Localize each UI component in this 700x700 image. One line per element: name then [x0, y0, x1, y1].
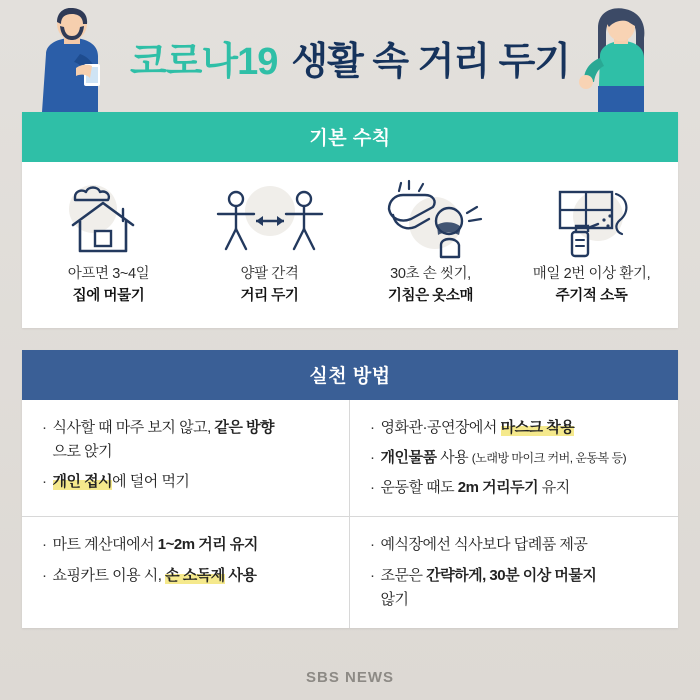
practice-row [22, 516, 678, 628]
list-item [370, 476, 662, 500]
basic-rule-line1: 양팔 간격 [240, 266, 299, 282]
practice-cell-bottom-left [22, 516, 350, 628]
practice-body [22, 400, 678, 629]
basic-rule-text [193, 264, 346, 308]
basic-rule-text [32, 264, 185, 308]
window-ventilation-spray-icon [515, 178, 668, 264]
footer-brand: SBS NEWS [305, 669, 394, 686]
illustration-woman [570, 8, 678, 117]
list-item-text: 마트 계산대에서 1~2m 거리 유지 [52, 536, 258, 554]
list-item [370, 533, 662, 557]
basic-rule-text [354, 264, 507, 308]
list-item-text: 개인물품 사용 (노래방 마이크 커버, 운동복 등) [380, 448, 627, 466]
basic-rule-line2: 기침은 옷소매 [387, 287, 474, 304]
house-with-cloud-icon [32, 178, 185, 264]
bullet-dot: · [370, 418, 375, 436]
practice-card [22, 350, 678, 629]
bullet-dot: · [370, 536, 375, 554]
basic-rules-grid [22, 162, 678, 328]
list-item [370, 564, 662, 613]
title-main: 생활 속 거리 두기 [291, 41, 571, 83]
list-item-text: 조문은 간략하게, 30분 이상 머물지 않기 [380, 566, 597, 608]
basic-rules-card [22, 112, 678, 328]
practice-cell-top-right [350, 400, 678, 517]
bullet-dot: · [42, 418, 47, 436]
bullet-dot: · [370, 566, 375, 584]
list-item [42, 416, 333, 465]
basic-rules-band: 기본 수칙 [22, 112, 678, 162]
bullet-dot: · [42, 473, 47, 491]
list-item-text: 운동할 때도 2m 거리두기 유지 [380, 479, 570, 497]
basic-rule-text [515, 264, 668, 308]
header [0, 0, 700, 112]
list-item-text: 영화관·공연장에서 마스크 착용 [380, 418, 575, 436]
practice-cell-top-left [22, 400, 350, 517]
basic-rule-item [350, 178, 511, 308]
list-item [42, 564, 333, 588]
basic-rule-item [511, 178, 672, 308]
practice-cell-bottom-right [350, 516, 678, 628]
practice-band: 실천 방법 [22, 350, 678, 400]
list-item [42, 470, 333, 494]
title-highlight: 코로나19 [129, 41, 278, 83]
basic-rule-item [189, 178, 350, 308]
basic-rule-line1: 매일 2번 이상 환기, [532, 266, 651, 282]
list-item [370, 446, 662, 470]
basic-rule-line1: 아프면 3~4일 [67, 266, 150, 282]
basic-rule-item [28, 178, 189, 308]
list-item [370, 416, 662, 440]
practice-row [22, 400, 678, 517]
list-item-text: 예식장에선 식사보다 답례품 제공 [380, 536, 588, 554]
hand-washing-and-cough-icon [354, 178, 507, 264]
list-item-text: 개인 접시에 덜어 먹기 [52, 473, 190, 491]
list-item-text: 쇼핑카트 이용 시, 손 소독제 사용 [52, 566, 257, 584]
basic-rule-line2: 주기적 소독 [555, 287, 628, 304]
list-item [42, 533, 333, 557]
basic-rule-line2: 거리 두기 [240, 287, 299, 304]
bullet-dot: · [370, 479, 375, 497]
list-item-text: 식사할 때 마주 보지 않고, 같은 방향 으로 앉기 [52, 418, 275, 460]
bullet-dot: · [42, 536, 47, 554]
bullet-dot: · [370, 448, 375, 466]
basic-rule-line1: 30초 손 씻기, [390, 266, 471, 282]
basic-rule-line2: 집에 머물기 [72, 287, 145, 304]
bullet-dot: · [42, 566, 47, 584]
two-people-distance-icon [193, 178, 346, 264]
